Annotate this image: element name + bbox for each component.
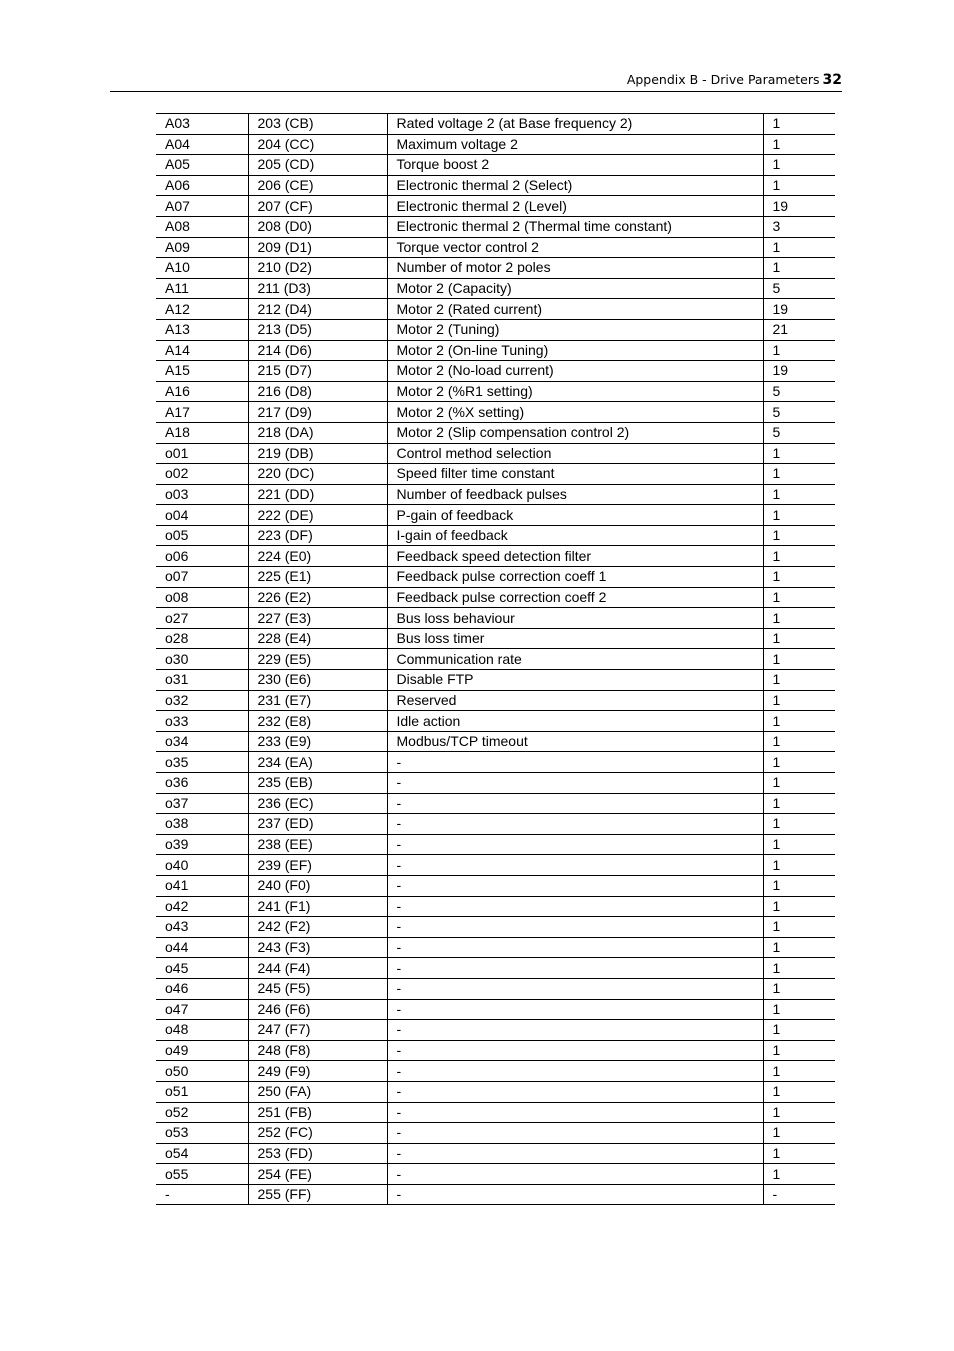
parameter-code-cell: A17 xyxy=(156,402,248,423)
table-row xyxy=(156,319,835,340)
address-cell: 230 (E6) xyxy=(248,670,387,691)
table-row xyxy=(156,690,835,711)
value-cell: 1 xyxy=(763,1081,835,1102)
address-cell: 244 (F4) xyxy=(248,958,387,979)
value-cell: 1 xyxy=(763,958,835,979)
address-cell: 231 (E7) xyxy=(248,690,387,711)
address-cell: 226 (E2) xyxy=(248,587,387,608)
address-cell: 212 (D4) xyxy=(248,299,387,320)
description-cell: - xyxy=(387,958,763,979)
description-cell: Idle action xyxy=(387,711,763,732)
address-cell: 210 (D2) xyxy=(248,258,387,279)
table-row xyxy=(156,649,835,670)
value-cell: 1 xyxy=(763,978,835,999)
description-cell: - xyxy=(387,978,763,999)
address-cell: 245 (F5) xyxy=(248,978,387,999)
table-row xyxy=(156,773,835,794)
table-row xyxy=(156,711,835,732)
table-row xyxy=(156,752,835,773)
description-cell: Disable FTP xyxy=(387,670,763,691)
table-row xyxy=(156,608,835,629)
parameter-code-cell: o30 xyxy=(156,649,248,670)
table-row xyxy=(156,1040,835,1061)
table-row xyxy=(156,1102,835,1123)
address-cell: 250 (FA) xyxy=(248,1081,387,1102)
value-cell: 1 xyxy=(763,134,835,155)
address-cell: 209 (D1) xyxy=(248,237,387,258)
value-cell: 1 xyxy=(763,1143,835,1164)
value-cell: 5 xyxy=(763,402,835,423)
parameter-code-cell: o33 xyxy=(156,711,248,732)
address-cell: 247 (F7) xyxy=(248,1020,387,1041)
parameter-code-cell: o50 xyxy=(156,1061,248,1082)
parameter-code-cell: A05 xyxy=(156,155,248,176)
parameter-code-cell: o01 xyxy=(156,443,248,464)
parameter-code-cell: o03 xyxy=(156,484,248,505)
parameter-code-cell: o05 xyxy=(156,525,248,546)
description-cell: Electronic thermal 2 (Select) xyxy=(387,175,763,196)
parameter-code-cell: o43 xyxy=(156,917,248,938)
value-cell: 19 xyxy=(763,361,835,382)
address-cell: 225 (E1) xyxy=(248,567,387,588)
parameter-code-cell: A10 xyxy=(156,258,248,279)
description-cell: Motor 2 (Tuning) xyxy=(387,319,763,340)
address-cell: 223 (DF) xyxy=(248,525,387,546)
parameter-code-cell: o44 xyxy=(156,937,248,958)
address-cell: 214 (D6) xyxy=(248,340,387,361)
address-cell: 251 (FB) xyxy=(248,1102,387,1123)
parameter-code-cell: A18 xyxy=(156,422,248,443)
value-cell: 1 xyxy=(763,752,835,773)
address-cell: 233 (E9) xyxy=(248,731,387,752)
parameter-code-cell: o32 xyxy=(156,690,248,711)
table-row xyxy=(156,855,835,876)
address-cell: 205 (CD) xyxy=(248,155,387,176)
description-cell: Motor 2 (%X setting) xyxy=(387,402,763,423)
address-cell: 239 (EF) xyxy=(248,855,387,876)
parameter-code-cell: A14 xyxy=(156,340,248,361)
parameter-code-cell: A08 xyxy=(156,216,248,237)
table-row xyxy=(156,196,835,217)
address-cell: 211 (D3) xyxy=(248,278,387,299)
table-row xyxy=(156,1081,835,1102)
description-cell: - xyxy=(387,1164,763,1185)
page-header xyxy=(110,72,842,92)
description-cell: Motor 2 (Capacity) xyxy=(387,278,763,299)
table-row xyxy=(156,793,835,814)
address-cell: 218 (DA) xyxy=(248,422,387,443)
table-row xyxy=(156,299,835,320)
table-row xyxy=(156,505,835,526)
parameter-code-cell: A09 xyxy=(156,237,248,258)
address-cell: 224 (E0) xyxy=(248,546,387,567)
table-row xyxy=(156,567,835,588)
address-cell: 255 (FF) xyxy=(248,1184,387,1205)
table-row xyxy=(156,834,835,855)
parameter-code-cell: A03 xyxy=(156,114,248,135)
parameter-code-cell: o41 xyxy=(156,875,248,896)
parameter-code-cell: o31 xyxy=(156,670,248,691)
description-cell: - xyxy=(387,937,763,958)
value-cell: 1 xyxy=(763,505,835,526)
table-row xyxy=(156,134,835,155)
parameter-code-cell: o51 xyxy=(156,1081,248,1102)
parameter-code-cell: o36 xyxy=(156,773,248,794)
value-cell: 21 xyxy=(763,319,835,340)
value-cell: 5 xyxy=(763,381,835,402)
table-row xyxy=(156,443,835,464)
value-cell: 1 xyxy=(763,711,835,732)
value-cell: 1 xyxy=(763,814,835,835)
parameter-code-cell: o45 xyxy=(156,958,248,979)
table-row xyxy=(156,917,835,938)
address-cell: 229 (E5) xyxy=(248,649,387,670)
value-cell: 1 xyxy=(763,464,835,485)
value-cell: 1 xyxy=(763,855,835,876)
parameter-table-body xyxy=(156,114,835,1205)
parameter-code-cell: o07 xyxy=(156,567,248,588)
table-row xyxy=(156,422,835,443)
address-cell: 253 (FD) xyxy=(248,1143,387,1164)
table-row xyxy=(156,958,835,979)
description-cell: - xyxy=(387,1040,763,1061)
description-cell: Bus loss timer xyxy=(387,628,763,649)
table-row xyxy=(156,1061,835,1082)
description-cell: - xyxy=(387,1061,763,1082)
description-cell: Electronic thermal 2 (Level) xyxy=(387,196,763,217)
address-cell: 208 (D0) xyxy=(248,216,387,237)
address-cell: 246 (F6) xyxy=(248,999,387,1020)
table-row xyxy=(156,731,835,752)
table-row xyxy=(156,175,835,196)
value-cell: 1 xyxy=(763,587,835,608)
value-cell: 1 xyxy=(763,649,835,670)
value-cell: 1 xyxy=(763,1164,835,1185)
description-cell: - xyxy=(387,999,763,1020)
description-cell: Control method selection xyxy=(387,443,763,464)
description-cell: - xyxy=(387,875,763,896)
address-cell: 215 (D7) xyxy=(248,361,387,382)
value-cell: 1 xyxy=(763,340,835,361)
address-cell: 213 (D5) xyxy=(248,319,387,340)
value-cell: 1 xyxy=(763,731,835,752)
parameter-code-cell: A07 xyxy=(156,196,248,217)
parameter-code-cell: o34 xyxy=(156,731,248,752)
value-cell: 1 xyxy=(763,875,835,896)
value-cell: 1 xyxy=(763,1123,835,1144)
description-cell: - xyxy=(387,752,763,773)
description-cell: Motor 2 (%R1 setting) xyxy=(387,381,763,402)
description-cell: - xyxy=(387,1020,763,1041)
description-cell: Feedback pulse correction coeff 2 xyxy=(387,587,763,608)
description-cell: Rated voltage 2 (at Base frequency 2) xyxy=(387,114,763,135)
table-row xyxy=(156,402,835,423)
description-cell: - xyxy=(387,855,763,876)
table-row xyxy=(156,155,835,176)
table-row xyxy=(156,814,835,835)
description-cell: - xyxy=(387,1081,763,1102)
description-cell: - xyxy=(387,1102,763,1123)
table-row xyxy=(156,670,835,691)
table-row xyxy=(156,1020,835,1041)
parameter-code-cell: A12 xyxy=(156,299,248,320)
value-cell: 1 xyxy=(763,628,835,649)
value-cell: 1 xyxy=(763,155,835,176)
value-cell: 1 xyxy=(763,608,835,629)
description-cell: - xyxy=(387,773,763,794)
value-cell: 1 xyxy=(763,999,835,1020)
table-row xyxy=(156,875,835,896)
table-row xyxy=(156,114,835,135)
address-cell: 249 (F9) xyxy=(248,1061,387,1082)
parameter-code-cell: o37 xyxy=(156,793,248,814)
value-cell: 1 xyxy=(763,1020,835,1041)
address-cell: 203 (CB) xyxy=(248,114,387,135)
address-cell: 238 (EE) xyxy=(248,834,387,855)
address-cell: 236 (EC) xyxy=(248,793,387,814)
value-cell: 19 xyxy=(763,299,835,320)
table-row xyxy=(156,278,835,299)
parameter-code-cell: o54 xyxy=(156,1143,248,1164)
table-row xyxy=(156,999,835,1020)
description-cell: Torque vector control 2 xyxy=(387,237,763,258)
table-row xyxy=(156,546,835,567)
description-cell: P-gain of feedback xyxy=(387,505,763,526)
parameter-code-cell: o38 xyxy=(156,814,248,835)
address-cell: 219 (DB) xyxy=(248,443,387,464)
address-cell: 207 (CF) xyxy=(248,196,387,217)
description-cell: - xyxy=(387,896,763,917)
description-cell: - xyxy=(387,834,763,855)
value-cell: 1 xyxy=(763,917,835,938)
description-cell: - xyxy=(387,814,763,835)
parameter-code-cell: o35 xyxy=(156,752,248,773)
value-cell: 1 xyxy=(763,1102,835,1123)
address-cell: 241 (F1) xyxy=(248,896,387,917)
parameter-code-cell: - xyxy=(156,1184,248,1205)
description-cell: Number of motor 2 poles xyxy=(387,258,763,279)
parameter-code-cell: A15 xyxy=(156,361,248,382)
description-cell: Maximum voltage 2 xyxy=(387,134,763,155)
address-cell: 227 (E3) xyxy=(248,608,387,629)
value-cell: 1 xyxy=(763,525,835,546)
parameter-code-cell: o27 xyxy=(156,608,248,629)
value-cell: 1 xyxy=(763,546,835,567)
table-row xyxy=(156,1123,835,1144)
page-number: 32 xyxy=(822,72,842,88)
address-cell: 217 (D9) xyxy=(248,402,387,423)
address-cell: 234 (EA) xyxy=(248,752,387,773)
value-cell: 1 xyxy=(763,1061,835,1082)
parameter-code-cell: A13 xyxy=(156,319,248,340)
parameter-code-cell: A11 xyxy=(156,278,248,299)
table-row xyxy=(156,1143,835,1164)
table-row xyxy=(156,237,835,258)
parameter-code-cell: o48 xyxy=(156,1020,248,1041)
address-cell: 254 (FE) xyxy=(248,1164,387,1185)
parameter-code-cell: o04 xyxy=(156,505,248,526)
table-row xyxy=(156,937,835,958)
parameter-code-cell: o02 xyxy=(156,464,248,485)
table-row xyxy=(156,484,835,505)
description-cell: Motor 2 (Rated current) xyxy=(387,299,763,320)
value-cell: 1 xyxy=(763,834,835,855)
value-cell: 1 xyxy=(763,937,835,958)
parameter-code-cell: o46 xyxy=(156,978,248,999)
table-row xyxy=(156,381,835,402)
parameter-code-cell: o49 xyxy=(156,1040,248,1061)
value-cell: 3 xyxy=(763,216,835,237)
address-cell: 222 (DE) xyxy=(248,505,387,526)
table-row xyxy=(156,340,835,361)
value-cell: 1 xyxy=(763,484,835,505)
description-cell: Reserved xyxy=(387,690,763,711)
description-cell: Motor 2 (Slip compensation control 2) xyxy=(387,422,763,443)
description-cell: Motor 2 (On-line Tuning) xyxy=(387,340,763,361)
description-cell: Speed filter time constant xyxy=(387,464,763,485)
table-row xyxy=(156,1184,835,1205)
description-cell: - xyxy=(387,917,763,938)
address-cell: 237 (ED) xyxy=(248,814,387,835)
parameter-code-cell: o39 xyxy=(156,834,248,855)
address-cell: 216 (D8) xyxy=(248,381,387,402)
value-cell: 1 xyxy=(763,443,835,464)
value-cell: - xyxy=(763,1184,835,1205)
description-cell: - xyxy=(387,1143,763,1164)
address-cell: 242 (F2) xyxy=(248,917,387,938)
header-title: Appendix B - Drive Parameters xyxy=(626,72,820,87)
parameter-code-cell: o52 xyxy=(156,1102,248,1123)
parameter-code-cell: A06 xyxy=(156,175,248,196)
description-cell: Modbus/TCP timeout xyxy=(387,731,763,752)
value-cell: 1 xyxy=(763,896,835,917)
parameter-code-cell: o53 xyxy=(156,1123,248,1144)
parameter-code-cell: o55 xyxy=(156,1164,248,1185)
address-cell: 220 (DC) xyxy=(248,464,387,485)
description-cell: Motor 2 (No-load current) xyxy=(387,361,763,382)
value-cell: 1 xyxy=(763,1040,835,1061)
description-cell: I-gain of feedback xyxy=(387,525,763,546)
description-cell: Communication rate xyxy=(387,649,763,670)
description-cell: Number of feedback pulses xyxy=(387,484,763,505)
table-row xyxy=(156,1164,835,1185)
parameter-code-cell: o42 xyxy=(156,896,248,917)
description-cell: - xyxy=(387,1123,763,1144)
parameter-table xyxy=(156,113,835,1205)
description-cell: Torque boost 2 xyxy=(387,155,763,176)
table-row xyxy=(156,896,835,917)
table-row xyxy=(156,216,835,237)
value-cell: 1 xyxy=(763,670,835,691)
address-cell: 240 (F0) xyxy=(248,875,387,896)
parameter-code-cell: o06 xyxy=(156,546,248,567)
address-cell: 204 (CC) xyxy=(248,134,387,155)
parameter-code-cell: A16 xyxy=(156,381,248,402)
table-row xyxy=(156,587,835,608)
value-cell: 1 xyxy=(763,690,835,711)
value-cell: 1 xyxy=(763,773,835,794)
description-cell: Bus loss behaviour xyxy=(387,608,763,629)
address-cell: 228 (E4) xyxy=(248,628,387,649)
value-cell: 5 xyxy=(763,422,835,443)
parameter-code-cell: o47 xyxy=(156,999,248,1020)
description-cell: Feedback pulse correction coeff 1 xyxy=(387,567,763,588)
address-cell: 248 (F8) xyxy=(248,1040,387,1061)
address-cell: 252 (FC) xyxy=(248,1123,387,1144)
address-cell: 221 (DD) xyxy=(248,484,387,505)
description-cell: - xyxy=(387,1184,763,1205)
parameter-code-cell: o08 xyxy=(156,587,248,608)
address-cell: 232 (E8) xyxy=(248,711,387,732)
table-row xyxy=(156,361,835,382)
table-row xyxy=(156,628,835,649)
value-cell: 1 xyxy=(763,567,835,588)
table-row xyxy=(156,525,835,546)
table-row xyxy=(156,464,835,485)
address-cell: 243 (F3) xyxy=(248,937,387,958)
value-cell: 5 xyxy=(763,278,835,299)
description-cell: Feedback speed detection filter xyxy=(387,546,763,567)
description-cell: - xyxy=(387,793,763,814)
parameter-code-cell: o28 xyxy=(156,628,248,649)
description-cell: Electronic thermal 2 (Thermal time constant) xyxy=(387,216,763,237)
table-row xyxy=(156,258,835,279)
value-cell: 1 xyxy=(763,237,835,258)
value-cell: 19 xyxy=(763,196,835,217)
address-cell: 206 (CE) xyxy=(248,175,387,196)
value-cell: 1 xyxy=(763,793,835,814)
parameter-code-cell: A04 xyxy=(156,134,248,155)
address-cell: 235 (EB) xyxy=(248,773,387,794)
value-cell: 1 xyxy=(763,114,835,135)
value-cell: 1 xyxy=(763,258,835,279)
parameter-code-cell: o40 xyxy=(156,855,248,876)
table-row xyxy=(156,978,835,999)
value-cell: 1 xyxy=(763,175,835,196)
